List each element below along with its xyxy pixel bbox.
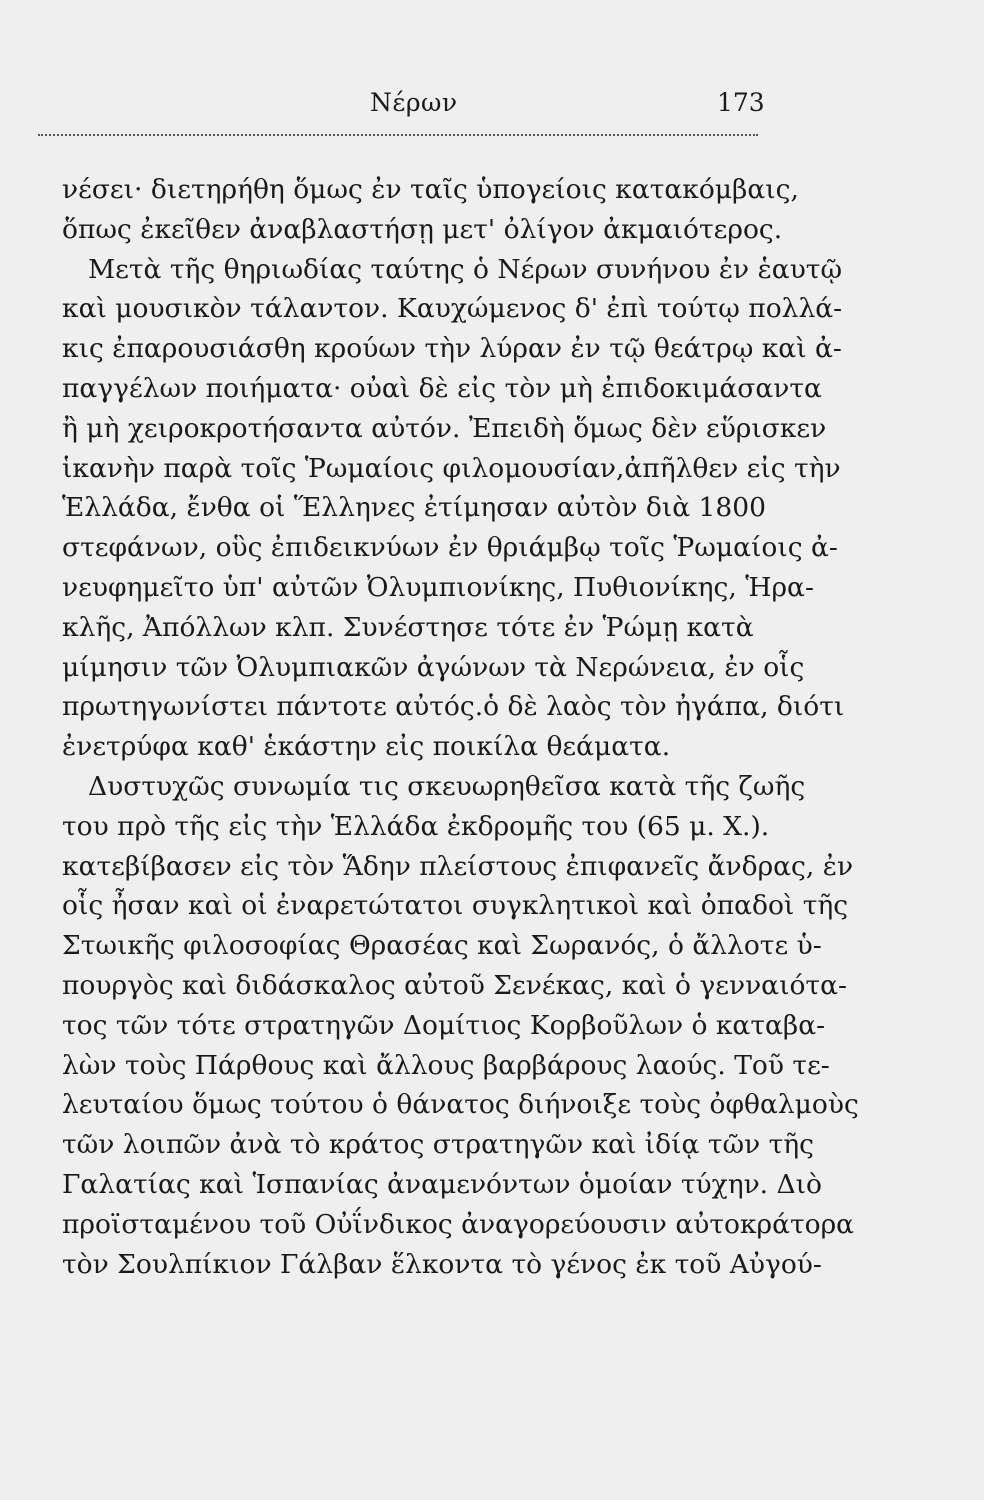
text-line: του πρὸ τῆς εἰς τὴν Ἑλλάδα ἐκδρομῆς του (65 μ. Χ.). (62, 810, 770, 842)
text-line: λευταίου ὅμως τούτου ὁ θάνατος διήνοιξε τοὺς ὀφθαλμοὺς (62, 1089, 859, 1121)
text-line: τὸν Σουλπίκιον Γάλβαν ἕλκοντα τὸ γένος ἐκ τοῦ Αὐγού- (62, 1248, 822, 1280)
text-line: κλῆς, Ἀπόλλων κλπ. Συνέστησε τότε ἐν Ῥώμῃ κατὰ (62, 611, 754, 643)
text-line: Στωικῆς φιλοσοφίας Θρασέας καὶ Σωρανός, ὁ ἄλλοτε ὑ- (62, 930, 822, 962)
text-line: ἢ μὴ χειροκροτήσαντα αὐτόν. Ἐπειδὴ ὅμως δὲν εὕρισκεν (62, 412, 827, 444)
text-line: πρωτηγωνίστει πάντοτε αὐτός.ὁ δὲ λαὸς τὸν ἠγάπα, διότι (62, 691, 845, 723)
text-line: Γαλατίας καὶ Ἱσπανίας ἀναμενόντων ὁμοίαν τύχην. Διὸ (62, 1168, 823, 1200)
paragraph-start-line: Δυστυχῶς συνωμία τις σκευωρηθεῖσα κατὰ τῆς ζωῆς (88, 770, 806, 802)
text-line: ἱκανὴν παρὰ τοῖς Ῥωμαίοις φιλομουσίαν,ἀπῆλθεν εἰς τὴν (62, 452, 841, 484)
text-line: λὼν τοὺς Πάρθους καὶ ἄλλους βαρβάρους λαούς. Τοῦ τε- (62, 1049, 830, 1081)
text-line: στεφάνων, οὓς ἐπιδεικνύων ἐν θριάμβῳ τοῖς Ῥωμαίοις ἀ- (62, 532, 838, 564)
text-line: νευφημεῖτο ὑπ' αὐτῶν Ὀλυμπιονίκης, Πυθιονίκης, Ἡρα- (62, 571, 814, 603)
text-line: ὅπως ἐκεῖθεν ἀναβλαστήσῃ μετ' ὀλίγον ἀκμαιότερος. (62, 213, 783, 245)
body-text (62, 170, 859, 1284)
text-line: τος τῶν τότε στρατηγῶν Δομίτιος Κορβοῦλων ὁ καταβα- (62, 1009, 826, 1041)
text-line: κις ἐπαρουσιάσθη κρούων τὴν λύραν ἐν τῷ θεάτρῳ καὶ ἀ- (62, 333, 842, 365)
text-line: τῶν λοιπῶν ἀνὰ τὸ κράτος στρατηγῶν καὶ ἰδίᾳ τῶν τῆς (62, 1129, 815, 1161)
text-line: ἐνετρύφα καθ' ἑκάστην εἰς ποικίλα θεάματα. (62, 731, 671, 763)
text-line: νέσει· διετηρήθη ὅμως ἐν ταῖς ὑπογείοις κατακόμβαις, (62, 174, 799, 205)
text-line: κατεβίβασεν εἰς τὸν Ἅδην πλείστους ἐπιφανεῖς ἄνδρας, ἐν (62, 850, 854, 882)
header-rule (38, 134, 758, 136)
text-line: προϊσταμένου τοῦ Οὐΐνδικος ἀναγορεύουσιν αὐτοκράτορα (62, 1208, 855, 1240)
page-header (0, 88, 984, 128)
text-line: μίμησιν τῶν Ὀλυμπιακῶν ἀγώνων τὰ Νερώνεια, ἐν οἷς (62, 651, 805, 683)
paragraph-start-line: Μετὰ τῆς θηριωδίας ταύτης ὁ Νέρων συνήνου ἐν ἑαυτῷ (88, 253, 843, 285)
text-line: καὶ μουσικὸν τάλαντον. Καυχώμενος δ' ἐπὶ τούτῳ πολλά- (62, 293, 843, 325)
text-line: πουργὸς καὶ διδάσκαλος αὐτοῦ Σενέκας, καὶ ὁ γενναιότα- (62, 969, 847, 1001)
text-line: Ἑλλάδα, ἔνθα οἱ Ἕλληνες ἐτίμησαν αὐτὸν διὰ 1800 (62, 492, 766, 524)
text-line: οἷς ἦσαν καὶ οἱ ἐναρετώτατοι συγκλητικοὶ καὶ ὀπαδοὶ τῆς (62, 890, 849, 922)
text-line: παγγέλων ποιήματα· οὐαὶ δὲ εἰς τὸν μὴ ἐπιδοκιμάσαντα (62, 372, 822, 404)
running-title: Νέρων (370, 88, 458, 117)
page-number: 173 (717, 88, 765, 117)
